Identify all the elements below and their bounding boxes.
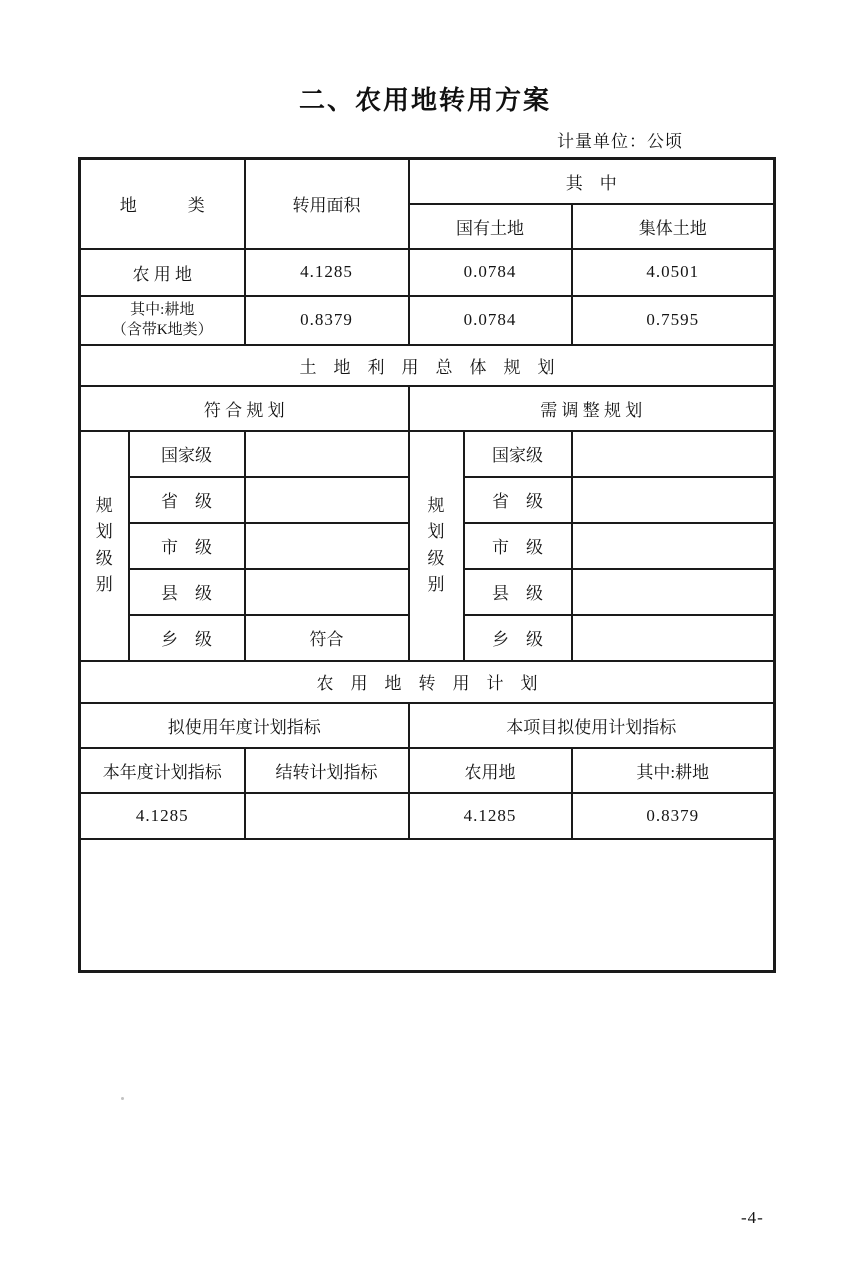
document-page: [0, 80, 850, 1287]
value-city-right: [572, 523, 775, 569]
section-title-land-use-planning: 土 地 利 用 总 体 规 划: [80, 345, 775, 386]
table-row: [80, 431, 775, 477]
value-township-left: 符合: [245, 615, 409, 661]
value-county-left: [245, 569, 409, 615]
table-row: [80, 345, 775, 386]
header-needs-adjustment: 需 调 整 规 划: [409, 386, 775, 431]
level-national-left: 国家级: [129, 431, 245, 477]
row-cultivated-land-label: [80, 296, 245, 345]
cell-cultivated-plan-value: 0.8379: [572, 793, 775, 839]
cell-agri-collective: 4.0501: [572, 249, 775, 296]
cultivated-label-line1: 其中:耕地: [130, 301, 195, 318]
header-project-plan-quota: 本项目拟使用计划指标: [409, 703, 775, 748]
page-number: -4-: [741, 1208, 764, 1227]
value-national-right: [572, 431, 775, 477]
value-township-right: [572, 615, 775, 661]
level-national-right: 国家级: [464, 431, 572, 477]
table-row: [80, 703, 775, 748]
cell-cultivated-collective: 0.7595: [572, 296, 775, 345]
value-county-right: [572, 569, 775, 615]
cell-agri-plan-value: 4.1285: [409, 793, 572, 839]
table-row: [80, 661, 775, 703]
value-province-right: [572, 477, 775, 523]
table-row: [80, 748, 775, 793]
level-city-left: 市 级: [129, 523, 245, 569]
cell-cultivated-state-owned: 0.0784: [409, 296, 572, 345]
land-conversion-table: [78, 157, 776, 973]
level-province-right: 省 级: [464, 477, 572, 523]
cell-cultivated-conversion-area: 0.8379: [245, 296, 409, 345]
table-row: [80, 793, 775, 839]
scan-artifact-dot: [121, 1097, 124, 1100]
header-current-year-quota: 本年度计划指标: [80, 748, 245, 793]
value-province-left: [245, 477, 409, 523]
level-township-left: 乡 级: [129, 615, 245, 661]
cultivated-label-line2: （含带K地类）: [111, 322, 213, 338]
table-row: [80, 839, 775, 972]
level-county-right: 县 级: [464, 569, 572, 615]
table-row: [80, 249, 775, 296]
header-land-type: 地 类: [80, 159, 245, 249]
cell-agri-state-owned: 0.0784: [409, 249, 572, 296]
planning-level-vertical-text: 规划级别: [427, 495, 445, 594]
planning-level-vertical-text: 规划级别: [95, 495, 113, 594]
cell-carryover-value: [245, 793, 409, 839]
value-city-left: [245, 523, 409, 569]
header-agricultural-land: 农用地: [409, 748, 572, 793]
header-of-which: 其 中: [409, 159, 775, 204]
cell-current-year-value: 4.1285: [80, 793, 245, 839]
header-conforms-to-planning: 符 合 规 划: [80, 386, 409, 431]
header-collective-land: 集体土地: [572, 204, 775, 249]
cell-agri-conversion-area: 4.1285: [245, 249, 409, 296]
value-national-left: [245, 431, 409, 477]
empty-footer-cell: [80, 839, 775, 972]
table-row: [80, 296, 775, 345]
table-row: [80, 159, 775, 204]
level-county-left: 县 级: [129, 569, 245, 615]
page-title: 二、农用地转用方案: [298, 85, 551, 115]
header-annual-plan-quota: 拟使用年度计划指标: [80, 703, 409, 748]
section-title-conversion-plan: 农 用 地 转 用 计 划: [80, 661, 775, 703]
table-row: [80, 386, 775, 431]
header-state-owned-land: 国有土地: [409, 204, 572, 249]
measurement-unit-label: 计量单位：公顷: [557, 132, 683, 151]
header-carryover-quota: 结转计划指标: [245, 748, 409, 793]
header-of-which-cultivated: 其中:耕地: [572, 748, 775, 793]
planning-level-label-left: [80, 431, 129, 661]
planning-level-label-right: [409, 431, 464, 661]
header-conversion-area: 转用面积: [245, 159, 409, 249]
level-township-right: 乡 级: [464, 615, 572, 661]
row-agricultural-land-label: 农 用 地: [80, 249, 245, 296]
level-city-right: 市 级: [464, 523, 572, 569]
level-province-left: 省 级: [129, 477, 245, 523]
